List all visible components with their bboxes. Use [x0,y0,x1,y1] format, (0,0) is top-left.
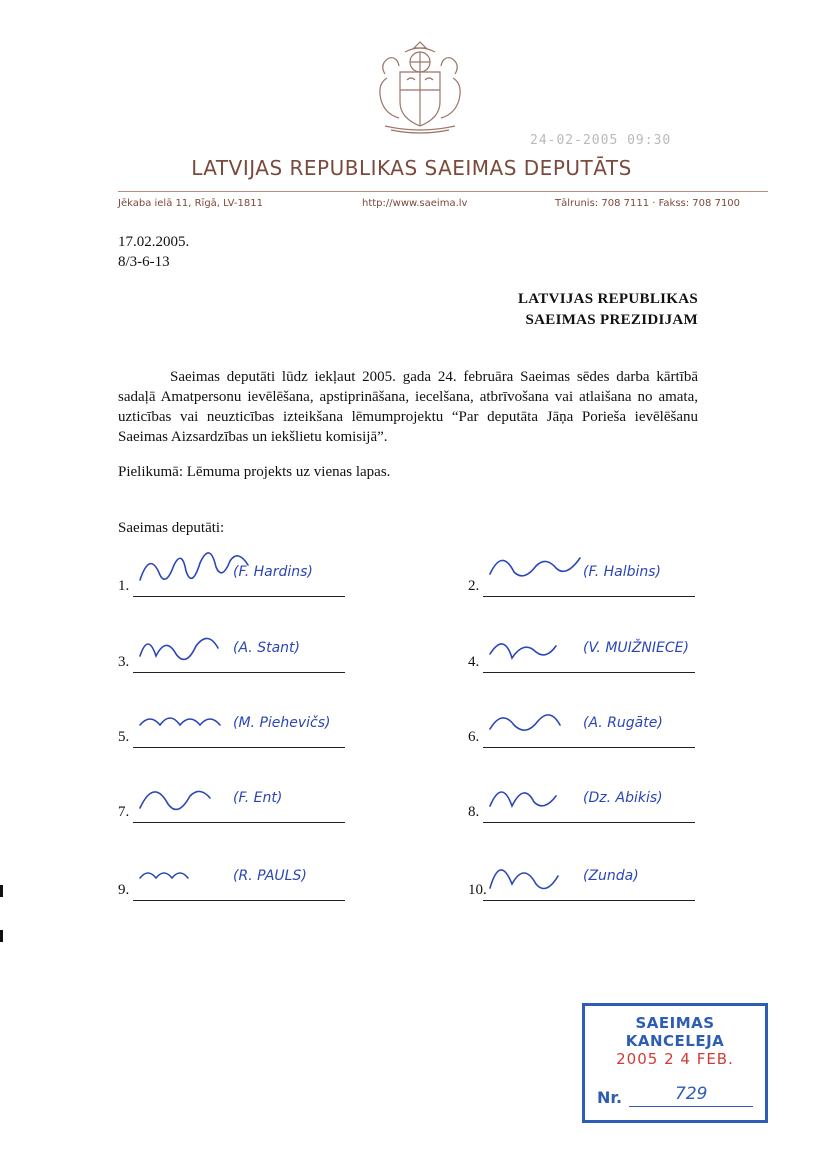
letterhead-divider [118,191,768,192]
signature-printed-name: (Zunda) [583,868,639,884]
stamp-number-label: Nr. [597,1088,623,1107]
signature-printed-name: (M. Piehevičs) [233,715,331,731]
signature-printed-name: (F. Hardins) [233,564,313,580]
signature-number: 5. [118,729,130,745]
letter-date: 17.02.2005. [118,234,190,250]
signature-printed-name: (R. PAULS) [233,868,307,884]
letterhead-website: http://www.saeima.lv [362,198,468,209]
signature-number: 6. [468,729,480,745]
letterhead-phones: Tālrunis: 708 7111 · Fakss: 708 7100 [555,198,741,209]
office-stamp [582,1003,768,1123]
letter-body: Saeimas deputāti lūdz iekļaut 2005. gada 24. februāra Saeimas sēdes darba kārtībā sadaļā Amatpersonu ievēlēšana, apstiprināšana, iecelšana, atbrīvošana vai atlaišana no amata, uzticības vai neuzticības izteikšana lēmumprojektu “Par deputāta Jāņa Porieša ievēlēšanu Saeimas Aizsardzības un iekšlietu komisijā”. [118,369,698,445]
signature-number: 2. [468,578,480,594]
stamp-date: 2005 2 4 FEB. [616,1050,734,1068]
signature-number: 1. [118,578,130,594]
letterhead-title: LATVIJAS REPUBLIKAS SAEIMAS DEPUTĀTS [191,156,632,180]
signature-printed-name: (F. Halbins) [583,564,662,580]
signature-printed-name: (A. Stant) [233,640,300,656]
received-timestamp: 24-02-2005 09:30 [530,133,672,148]
scan-edge-mark [0,930,3,942]
signature-number: 3. [118,654,130,670]
letter-reference: 8/3-6-13 [118,254,170,270]
signature-printed-name: (F. Ent) [233,790,283,806]
signature-printed-name: (V. MUIŽNIECE) [583,640,689,656]
recipient-line-1: LATVIJAS REPUBLIKAS [517,291,698,307]
signature-number: 9. [118,882,130,898]
recipient-line-2: SAEIMAS PREZIDIJAM [525,312,698,328]
stamp-number-line [629,1106,753,1107]
signature-printed-name: (Dz. Abikis) [583,790,663,806]
signature-number: 8. [468,804,480,820]
signature-printed-name: (A. Rugāte) [583,715,663,731]
stamp-title: SAEIMAS KANCELEJA [625,1014,725,1050]
attachment-note: Pielikumā: Lēmuma projekts uz vienas lapas. [118,464,391,480]
scan-edge-mark [0,885,3,897]
stamp-number-value: 729 [675,1084,708,1104]
signature-number: 7. [118,804,130,820]
signature-number: 10. [468,882,487,898]
letterhead-address: Jēkaba ielā 11, Rīgā, LV-1811 [118,198,263,209]
signature-number: 4. [468,654,480,670]
coat-of-arms-icon [355,38,485,138]
signatures-heading: Saeimas deputāti: [118,520,225,536]
